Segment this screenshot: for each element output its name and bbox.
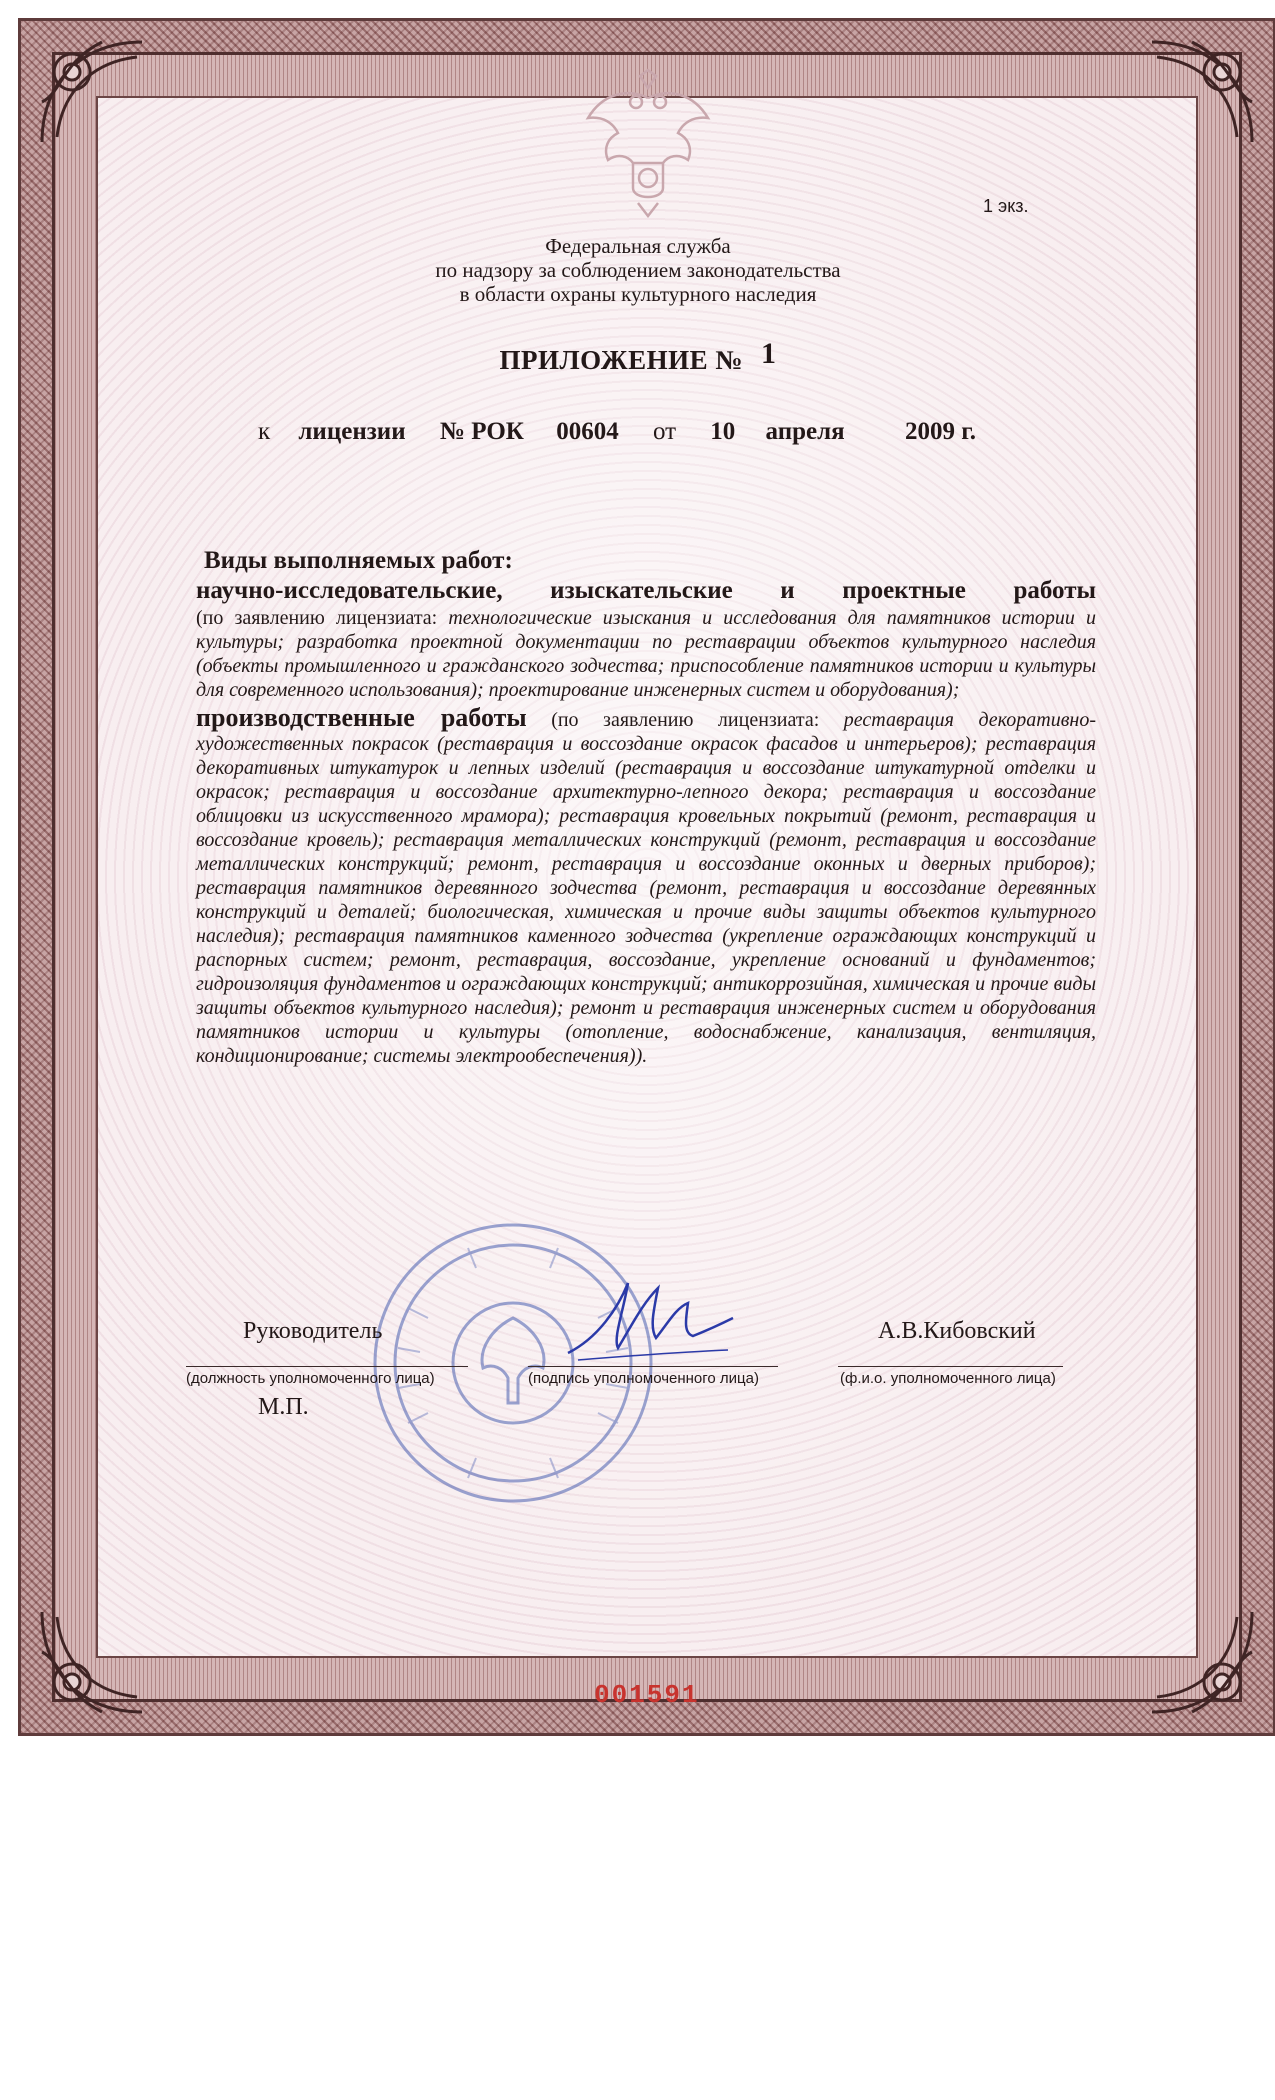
works-section bbox=[196, 546, 1096, 1068]
agency-line: по надзору за соблюдением законодательства bbox=[435, 258, 841, 282]
serial-number: 001591 bbox=[594, 1680, 700, 1710]
document-sheet bbox=[18, 18, 1275, 1736]
signatory-position: Руководитель bbox=[243, 1318, 383, 1344]
license-reference bbox=[258, 418, 1078, 446]
appendix-title bbox=[268, 337, 1008, 377]
works-heading: Виды выполняемых работ: bbox=[204, 547, 513, 574]
signatory-name: А.В.Кибовский bbox=[878, 1318, 1036, 1344]
name-line bbox=[838, 1366, 1063, 1367]
copy-mark: 1 экз. bbox=[983, 196, 1029, 216]
license-number: 00604 bbox=[556, 418, 619, 445]
production-lead: (по заявлению лицензиата: bbox=[526, 709, 844, 731]
signature-line bbox=[528, 1366, 778, 1367]
stamp-place-mark: М.П. bbox=[258, 1394, 309, 1420]
corner-ornament-icon bbox=[22, 1592, 162, 1732]
research-details: технологические изыскания и исследования для памятников истории и культуры; разработка проектной документации по реставрации объектов культурного наследия (объекты промышленного и гражданского зодчества; приспособление памятников истории и культуры для современного использования); проектирование инженерных систем и оборудования); bbox=[196, 607, 1096, 701]
research-works-text bbox=[196, 606, 1096, 702]
appendix-number: 1 bbox=[761, 337, 777, 370]
license-word: лицензии bbox=[298, 418, 406, 445]
agency-line: в области охраны культурного наследия bbox=[459, 282, 817, 306]
signature-icon bbox=[558, 1268, 738, 1368]
appendix-label: ПРИЛОЖЕНИЕ № bbox=[499, 345, 744, 375]
issuing-agency bbox=[318, 234, 958, 306]
position-line bbox=[186, 1366, 468, 1367]
license-prefix: к bbox=[258, 418, 271, 445]
license-from: от bbox=[652, 418, 677, 445]
production-details: реставрация декоративно-художественных покрасок (реставрация и воссоздание окрасок фасадов и интерьеров); реставрация декоративных штукатурок и лепных изделий (реставрация и воссоздание штукатурной отделки и окрасок; реставрация и воссоздание архитектурно-лепного декора; реставрация и воссоздание облицовки из искусственного мрамора); реставрация кровельных покрытий (ремонт, реставрация и воссоздание кровель); реставрация металлических конструкций (ремонт, реставрация и воссоздание металлических конструкций; ремонт, реставрация и воссоздание оконных и дверных приборов); реставрация памятников деревянного зодчества (ремонт, реставрация и воссоздание деревянных конструкций и деталей; биологическая, химическая и прочие виды защиты объектов культурного наследия); реставрация памятников каменного зодчества (укрепление ограждающих конструкций и распорных систем; ремонт, реставрация, воссоздание, укрепление оснований и фундаментов; гидроизоляция фундаментов и ограждающих конструкций; антикоррозийная, химическая и прочие виды защиты объектов культурного наследия); ремонт и реставрация инженерных систем и оборудования памятников истории и культуры (отопление, водоснабжение, канализация, вентиляция, кондиционирование; системы электрообеспечения)). bbox=[196, 709, 1096, 1067]
license-number-label: № РОК bbox=[439, 418, 524, 445]
license-year: 2009 г. bbox=[904, 418, 976, 445]
research-lead: (по заявлению лицензиата: bbox=[196, 607, 449, 629]
production-works-text bbox=[196, 703, 1096, 1068]
corner-ornament-icon bbox=[22, 22, 162, 162]
name-caption: (ф.и.о. уполномоченного лица) bbox=[840, 1370, 1056, 1387]
corner-ornament-icon bbox=[1132, 22, 1272, 162]
signature-caption: (подпись уполномоченного лица) bbox=[528, 1370, 759, 1387]
production-works-heading: производственные работы bbox=[196, 703, 527, 732]
license-day: 10 bbox=[710, 418, 736, 445]
coat-of-arms-icon bbox=[578, 68, 718, 218]
agency-line: Федеральная служба bbox=[545, 234, 731, 258]
position-caption: (должность уполномоченного лица) bbox=[186, 1370, 435, 1387]
research-works-heading: научно-исследовательские, изыскательские и проектные работы bbox=[196, 577, 1096, 604]
license-month: апреля bbox=[765, 418, 845, 445]
corner-ornament-icon bbox=[1132, 1592, 1272, 1732]
